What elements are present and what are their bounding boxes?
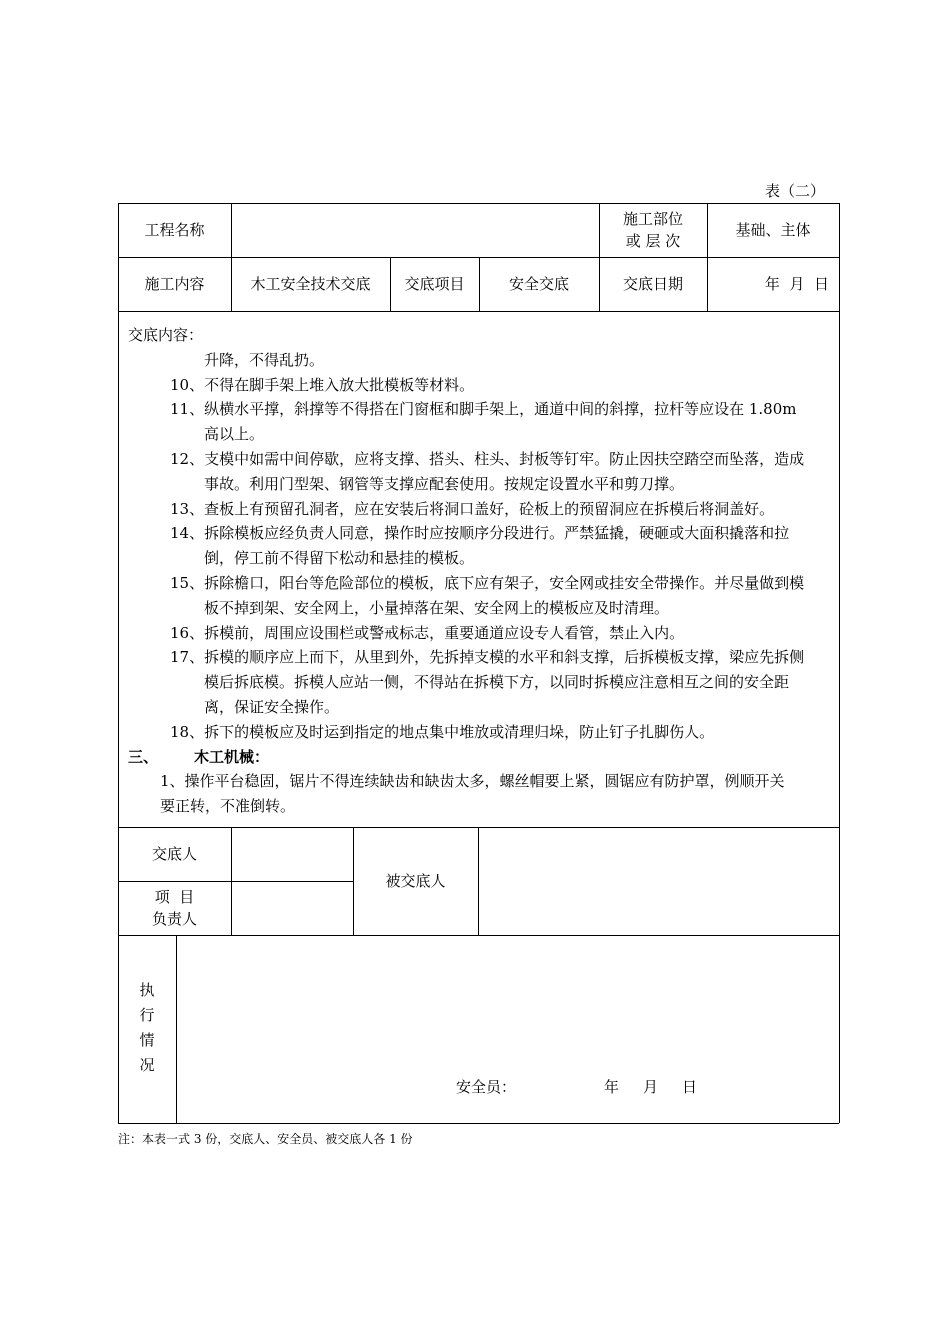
machine-item bbox=[128, 769, 831, 819]
disclosure-item bbox=[128, 497, 831, 522]
disclosure-item bbox=[128, 645, 831, 719]
execution-label-char: 行 bbox=[139, 1006, 155, 1024]
row-divider bbox=[118, 935, 839, 936]
disclosure-item bbox=[128, 397, 831, 447]
item-line: 14、拆除模板应经负责人同意，操作时应按顺序分段进行。严禁猛撬，硬砸或大面积撬落和拉 bbox=[170, 524, 790, 543]
disclosure-date-value: 年 月 日 bbox=[764, 275, 829, 293]
project-lead-label-line2: 负责人 bbox=[151, 910, 197, 928]
item-line: 10、不得在脚手架上堆入放大批模板等材料。 bbox=[170, 375, 475, 394]
disclosure-content-label: 交底内容： bbox=[128, 326, 204, 344]
disclosure-item bbox=[128, 571, 831, 621]
project-lead-label-line1: 项 目 bbox=[154, 888, 195, 906]
execution-label bbox=[136, 978, 158, 1078]
construction-part-label-line2: 或 层 次 bbox=[625, 232, 681, 250]
disclosure-item bbox=[128, 621, 831, 646]
disclosure-item-value: 安全交底 bbox=[508, 275, 569, 293]
item-line: 离，保证安全操作。 bbox=[204, 697, 340, 716]
section-title: 木工机械： bbox=[194, 747, 270, 766]
execution-label-char: 况 bbox=[139, 1056, 155, 1074]
machine-item-line: 1、操作平台稳固，锯片不得连续缺齿和缺齿太多，螺丝帽要上紧，圆锯应有防护罩，例顺开关 bbox=[160, 772, 785, 791]
construction-content-value: 木工安全技术交底 bbox=[250, 275, 371, 293]
safety-date-day: 日 bbox=[682, 1078, 698, 1096]
section-heading bbox=[128, 745, 831, 770]
project-lead-label bbox=[118, 881, 231, 935]
project-lead-signature-field[interactable] bbox=[231, 881, 353, 935]
item-line: 18、拆下的模板应及时运到指定的地点集中堆放或清理归垛，防止钉子扎脚伤人。 bbox=[170, 722, 715, 741]
disclosure-item bbox=[128, 720, 831, 745]
disclosure-form-table bbox=[118, 203, 839, 1123]
item-line: 模后拆底模。拆模人应站一侧，不得站在拆模下方，以同时拆模应注意相互之间的安全距 bbox=[204, 673, 790, 692]
construction-part-label bbox=[599, 203, 707, 257]
item-line: 17、拆模的顺序应上而下，从里到外，先拆掉支模的水平和斜支撑，后拆模板支撑，梁应先拆侧 bbox=[170, 648, 805, 667]
safety-officer-line bbox=[456, 1076, 697, 1097]
project-name-value bbox=[231, 203, 599, 257]
project-name-label: 工程名称 bbox=[144, 221, 205, 239]
item-line: 11、纵横水平撑，斜撑等不得搭在门窗框和脚手架上，通道中间的斜撑，拉杆等应设在 1.80m bbox=[170, 400, 797, 419]
execution-label-char: 执 bbox=[139, 981, 155, 999]
section-number: 三、 bbox=[128, 747, 159, 766]
discloser-signature-field[interactable] bbox=[231, 827, 353, 881]
disclosure-content bbox=[128, 323, 831, 819]
safety-date-month: 月 bbox=[643, 1078, 659, 1096]
recipient-signature-field[interactable] bbox=[478, 827, 839, 935]
construction-part-label-line1: 施工部位 bbox=[622, 210, 683, 228]
col-divider bbox=[176, 935, 177, 1123]
item-line: 16、拆模前，周围应设围栏或警戒标志，重要通道应设专人看管，禁止入内。 bbox=[170, 623, 685, 642]
execution-label-char: 情 bbox=[139, 1031, 155, 1049]
item-line: 12、支模中如需中间停歇，应将支撑、搭头、柱头、封板等钉牢。防止因扶空踏空而坠落，造成 bbox=[170, 449, 805, 468]
disclosure-item bbox=[128, 521, 831, 571]
form-number: 表（二） bbox=[764, 182, 825, 200]
item-line: 事故。利用门型架、钢管等支撑应配套使用。按规定设置水平和剪刀撑。 bbox=[204, 474, 685, 493]
row-divider bbox=[118, 311, 839, 312]
construction-part-value: 基础、主体 bbox=[735, 221, 811, 239]
discloser-label: 交底人 bbox=[151, 845, 197, 863]
item-line: 高以上。 bbox=[204, 425, 265, 444]
safety-date-year: 年 bbox=[604, 1078, 620, 1096]
item-line: 倒，停工前不得留下松动和悬挂的模板。 bbox=[204, 549, 475, 568]
item-line: 板不掉到架、安全网上，小量掉落在架、安全网上的模板应及时清理。 bbox=[204, 598, 670, 617]
disclosure-item bbox=[128, 373, 831, 398]
footnote: 注：本表一式 3 份，交底人、安全员、被交底人各 1 份 bbox=[118, 1132, 413, 1146]
machine-item-line: 要正转，不准倒转。 bbox=[160, 797, 296, 816]
disclosure-item bbox=[128, 447, 831, 497]
border-left bbox=[118, 203, 119, 1123]
continued-line: 升降，不得乱扔。 bbox=[204, 350, 325, 369]
item-line: 13、查板上有预留孔洞者，应在安装后将洞口盖好，砼板上的预留洞应在拆模后将洞盖好。 bbox=[170, 499, 775, 518]
disclosure-item-label: 交底项目 bbox=[404, 275, 465, 293]
safety-officer-label: 安全员： bbox=[456, 1078, 517, 1096]
recipient-label: 被交底人 bbox=[385, 872, 446, 890]
item-line: 15、拆除檐口，阳台等危险部位的模板，底下应有架子，安全网或挂安全带操作。并尽量做到模 bbox=[170, 573, 805, 592]
disclosure-date-label: 交底日期 bbox=[622, 275, 683, 293]
border-bottom bbox=[118, 1123, 839, 1124]
construction-content-label: 施工内容 bbox=[144, 275, 205, 293]
border-right bbox=[839, 203, 840, 1123]
